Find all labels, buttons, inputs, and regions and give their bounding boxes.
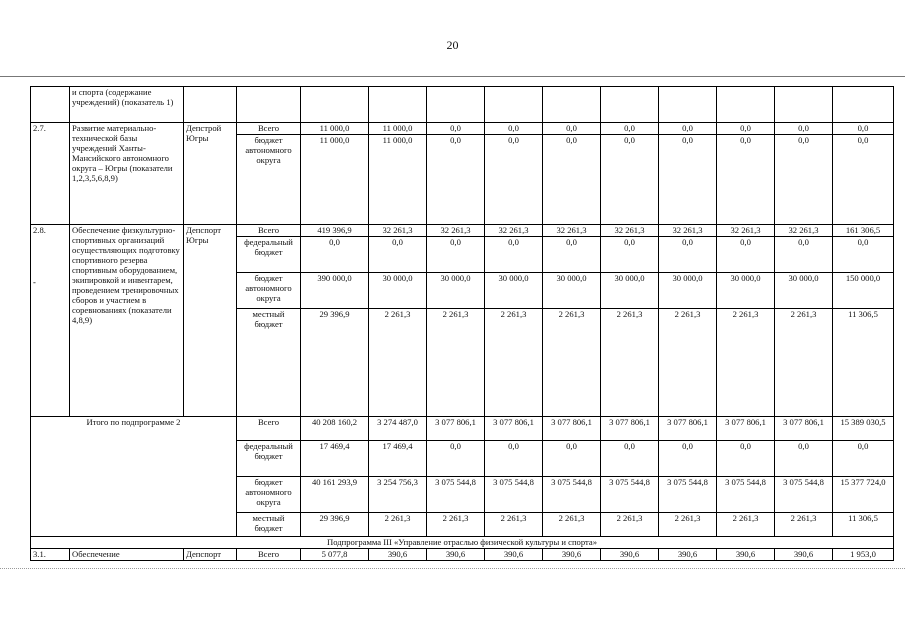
value-cell: 40 208 160,2 [301, 417, 369, 441]
value-cell: 11 000,0 [369, 135, 427, 225]
value-cell: 390,6 [485, 549, 543, 561]
executor-cell: Депспорт [184, 549, 237, 561]
value-cell: 390 000,0 [301, 273, 369, 309]
total-label-cell: Итого по подпрограмме 2 [31, 417, 237, 537]
value-cell: 0,0 [601, 441, 659, 477]
value-cell: 1 953,0 [833, 549, 894, 561]
value-cell: 11 306,5 [833, 309, 894, 417]
value-cell: 0,0 [833, 135, 894, 225]
value-cell: 0,0 [427, 441, 485, 477]
value-cell: 30 000,0 [775, 273, 833, 309]
value-cell: 11 000,0 [301, 135, 369, 225]
value-cell: 3 075 544,8 [543, 477, 601, 513]
value-cell: 3 077 806,1 [427, 417, 485, 441]
value-cell: 390,6 [543, 549, 601, 561]
empty-cell [601, 87, 659, 123]
value-cell: 0,0 [717, 135, 775, 225]
name-cell: Развитие материально-технической базы учреждений Ханты-Мансийского автономного округа – Югры (показатели 1,2,3,5,6,8,9) [70, 123, 184, 225]
value-cell: 2 261,3 [427, 513, 485, 537]
value-cell: 0,0 [427, 237, 485, 273]
value-cell: 32 261,3 [427, 225, 485, 237]
value-cell: 390,6 [659, 549, 717, 561]
value-cell: 15 377 724,0 [833, 477, 894, 513]
value-cell: 150 000,0 [833, 273, 894, 309]
source-cell: местный бюджет [237, 513, 301, 537]
source-cell: федеральный бюджет [237, 237, 301, 273]
executor-cell: Депстрой Югры [184, 123, 237, 225]
value-cell: 15 389 030,5 [833, 417, 894, 441]
table-row [31, 225, 894, 237]
page-number: 20 [446, 38, 459, 52]
empty-cell [237, 87, 301, 123]
value-cell: 30 000,0 [427, 273, 485, 309]
value-cell: 0,0 [659, 123, 717, 135]
empty-cell [659, 87, 717, 123]
value-cell: 390,6 [601, 549, 659, 561]
value-cell: 30 000,0 [601, 273, 659, 309]
empty-cell [485, 87, 543, 123]
value-cell: 419 396,9 [301, 225, 369, 237]
empty-cell [427, 87, 485, 123]
value-cell: 0,0 [775, 135, 833, 225]
value-cell: 32 261,3 [717, 225, 775, 237]
value-cell: 3 077 806,1 [485, 417, 543, 441]
value-cell: 0,0 [601, 237, 659, 273]
value-cell: 2 261,3 [775, 513, 833, 537]
value-cell: 17 469,4 [301, 441, 369, 477]
value-cell: 0,0 [485, 237, 543, 273]
bottom-rule [0, 568, 905, 569]
value-cell: 0,0 [717, 237, 775, 273]
value-cell: 2 261,3 [369, 513, 427, 537]
source-cell: Всего [237, 417, 301, 441]
value-cell: 2 261,3 [369, 309, 427, 417]
value-cell: 0,0 [543, 237, 601, 273]
value-cell: 3 075 544,8 [659, 477, 717, 513]
empty-cell [184, 87, 237, 123]
num-cell [31, 87, 70, 123]
empty-cell [775, 87, 833, 123]
value-cell: 2 261,3 [775, 309, 833, 417]
row-mark: - [33, 277, 36, 287]
num-cell: 3.1. [31, 549, 70, 561]
value-cell: 2 261,3 [427, 309, 485, 417]
empty-cell [369, 87, 427, 123]
source-cell: Всего [237, 225, 301, 237]
value-cell: 0,0 [659, 441, 717, 477]
value-cell: 5 077,8 [301, 549, 369, 561]
empty-cell [833, 87, 894, 123]
value-cell: 0,0 [485, 123, 543, 135]
value-cell: 390,6 [427, 549, 485, 561]
value-cell: 30 000,0 [485, 273, 543, 309]
value-cell: 0,0 [833, 441, 894, 477]
table-body [31, 87, 894, 561]
value-cell: 0,0 [775, 123, 833, 135]
value-cell: 2 261,3 [659, 309, 717, 417]
table-row [31, 417, 894, 441]
value-cell: 40 161 293,9 [301, 477, 369, 513]
source-cell: Всего [237, 549, 301, 561]
subprogram-title: Подпрограмма III «Управление отраслью физической культуры и спорта» [31, 537, 894, 549]
value-cell: 3 075 544,8 [427, 477, 485, 513]
name-cell: и спорта (содержание учреждений) (показатель 1) [70, 87, 184, 123]
value-cell: 32 261,3 [775, 225, 833, 237]
num-cell: 2.8. - [31, 225, 70, 417]
value-cell: 29 396,9 [301, 309, 369, 417]
value-cell: 0,0 [833, 123, 894, 135]
value-cell: 11 000,0 [301, 123, 369, 135]
value-cell: 2 261,3 [601, 513, 659, 537]
value-cell: 3 077 806,1 [543, 417, 601, 441]
value-cell: 0,0 [427, 135, 485, 225]
top-rule [0, 76, 905, 77]
source-cell: федеральный бюджет [237, 441, 301, 477]
table-row [31, 123, 894, 135]
value-cell: 2 261,3 [717, 513, 775, 537]
value-cell: 2 261,3 [485, 309, 543, 417]
table-row [31, 549, 894, 561]
num-cell: 2.7. [31, 123, 70, 225]
value-cell: 0,0 [717, 123, 775, 135]
value-cell: 30 000,0 [369, 273, 427, 309]
name-cell: Обеспечение [70, 549, 184, 561]
value-cell: 3 077 806,1 [601, 417, 659, 441]
name-cell: Обеспечение физкультурно-спортивных организаций осуществляющих подготовку спортивного резерва спортивным оборудованием, экипировкой и инвентарем, проведением тренировочных сборов и участием в соревнованиях (показатели 4,8,9) [70, 225, 184, 417]
source-cell: бюджет автономного округа [237, 135, 301, 225]
value-cell: 17 469,4 [369, 441, 427, 477]
value-cell: 29 396,9 [301, 513, 369, 537]
value-cell: 3 075 544,8 [717, 477, 775, 513]
value-cell: 3 075 544,8 [485, 477, 543, 513]
value-cell: 3 077 806,1 [659, 417, 717, 441]
source-cell: местный бюджет [237, 309, 301, 417]
empty-cell [717, 87, 775, 123]
budget-table [30, 86, 894, 561]
value-cell: 11 306,5 [833, 513, 894, 537]
value-cell: 11 000,0 [369, 123, 427, 135]
value-cell: 30 000,0 [717, 273, 775, 309]
value-cell: 0,0 [659, 135, 717, 225]
value-cell: 0,0 [485, 135, 543, 225]
value-cell: 0,0 [775, 441, 833, 477]
value-cell: 0,0 [301, 237, 369, 273]
value-cell: 0,0 [427, 123, 485, 135]
value-cell: 0,0 [601, 135, 659, 225]
value-cell: 2 261,3 [543, 513, 601, 537]
empty-cell [543, 87, 601, 123]
value-cell: 0,0 [601, 123, 659, 135]
value-cell: 3 075 544,8 [601, 477, 659, 513]
value-cell: 2 261,3 [543, 309, 601, 417]
value-cell: 2 261,3 [717, 309, 775, 417]
value-cell: 32 261,3 [485, 225, 543, 237]
value-cell: 0,0 [717, 441, 775, 477]
value-cell: 2 261,3 [659, 513, 717, 537]
value-cell: 0,0 [659, 237, 717, 273]
value-cell: 32 261,3 [369, 225, 427, 237]
source-cell: бюджет автономного округа [237, 273, 301, 309]
value-cell: 3 254 756,3 [369, 477, 427, 513]
value-cell: 32 261,3 [601, 225, 659, 237]
value-cell: 3 075 544,8 [775, 477, 833, 513]
value-cell: 32 261,3 [543, 225, 601, 237]
value-cell: 0,0 [485, 441, 543, 477]
source-cell: Всего [237, 123, 301, 135]
empty-cell [301, 87, 369, 123]
source-cell: бюджет автономного округа [237, 477, 301, 513]
table-row [31, 87, 894, 123]
value-cell: 3 274 487,0 [369, 417, 427, 441]
value-cell: 0,0 [833, 237, 894, 273]
value-cell: 0,0 [543, 123, 601, 135]
value-cell: 2 261,3 [485, 513, 543, 537]
value-cell: 390,6 [775, 549, 833, 561]
value-cell: 390,6 [717, 549, 775, 561]
value-cell: 0,0 [369, 237, 427, 273]
value-cell: 161 306,5 [833, 225, 894, 237]
value-cell: 0,0 [543, 135, 601, 225]
executor-cell: Депспорт Югры [184, 225, 237, 417]
value-cell: 30 000,0 [659, 273, 717, 309]
value-cell: 32 261,3 [659, 225, 717, 237]
value-cell: 2 261,3 [601, 309, 659, 417]
value-cell: 390,6 [369, 549, 427, 561]
value-cell: 3 077 806,1 [717, 417, 775, 441]
value-cell: 30 000,0 [543, 273, 601, 309]
value-cell: 0,0 [543, 441, 601, 477]
table-row [31, 537, 894, 549]
value-cell: 3 077 806,1 [775, 417, 833, 441]
value-cell: 0,0 [775, 237, 833, 273]
